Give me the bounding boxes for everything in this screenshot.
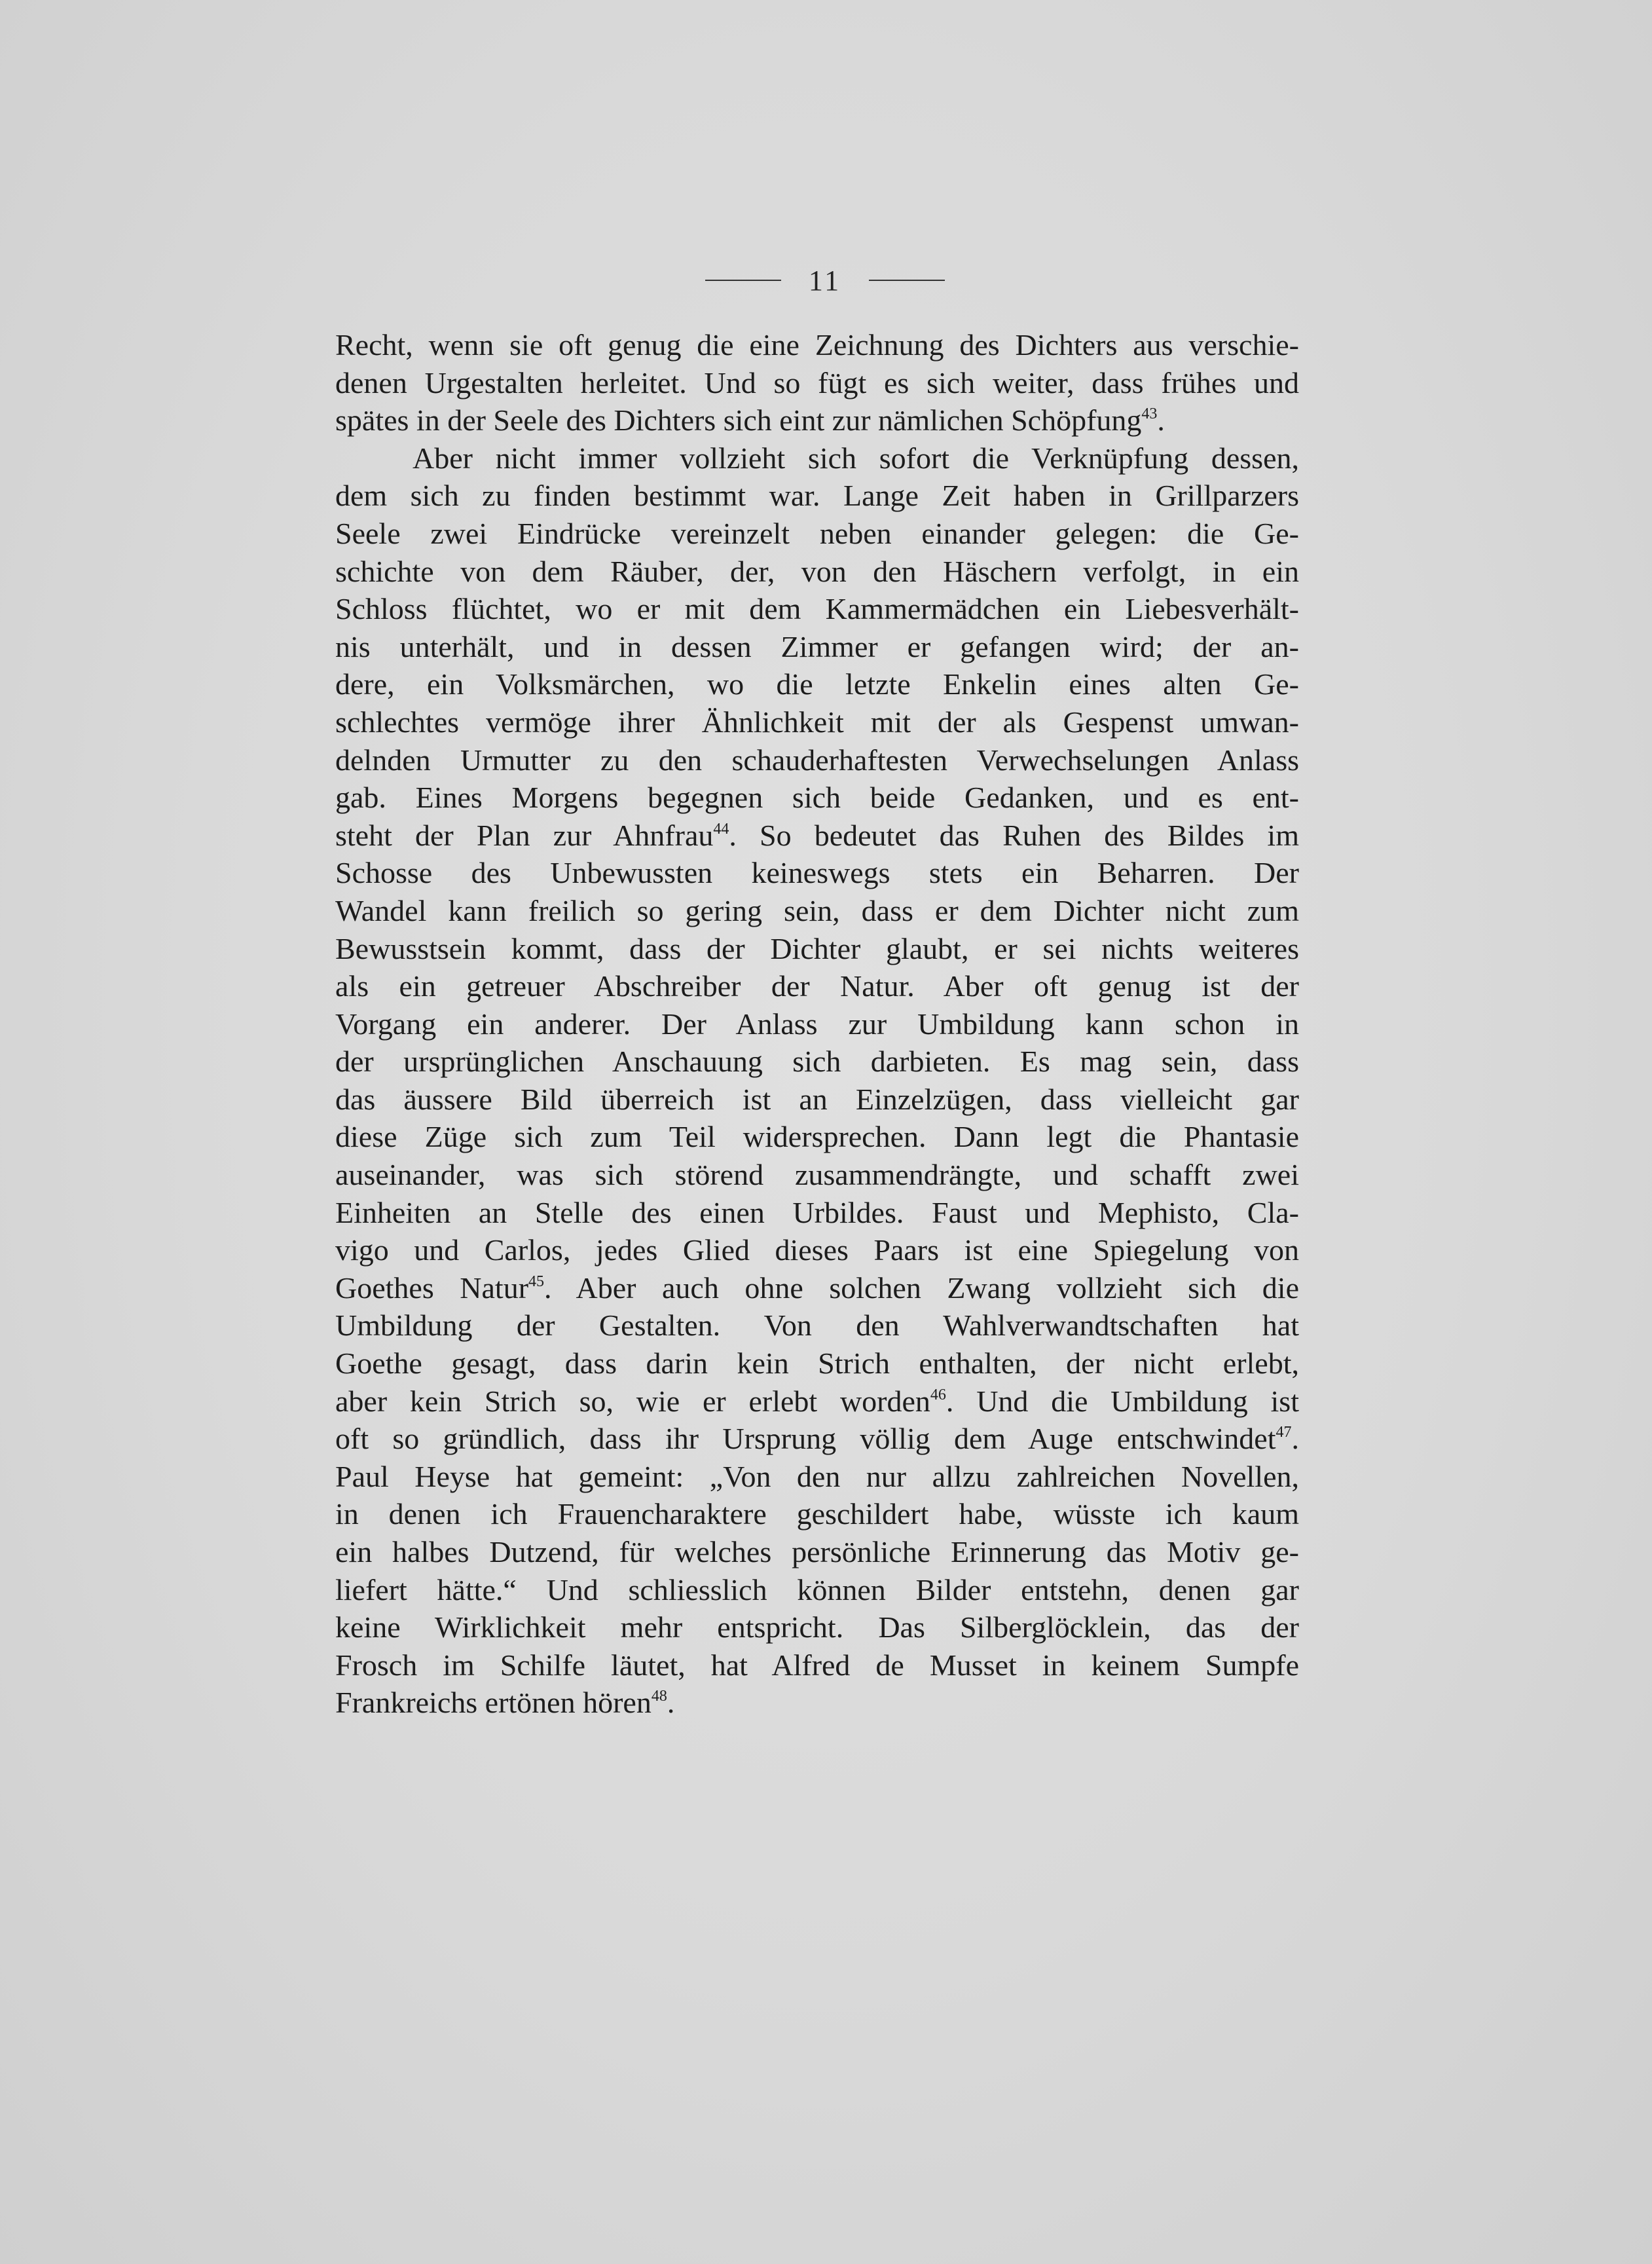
line-text: schlechtes vermöge ihrer Ähnlichkeit mit der als Gespenst umwan- [335, 705, 1299, 739]
line-text: der ursprünglichen Anschauung sich darbieten. Es mag sein, dass [335, 1045, 1299, 1079]
text-line [335, 1118, 1299, 1156]
text-line [335, 1005, 1299, 1043]
text-line [335, 1307, 1299, 1345]
text-line [335, 1684, 1299, 1722]
text-line [335, 1646, 1299, 1684]
page-number: 11 [808, 264, 842, 297]
line-text: Goethes Natur [335, 1271, 529, 1305]
text-line [335, 930, 1299, 968]
header-rule-right [869, 280, 945, 281]
line-text-continued: . [1291, 1422, 1299, 1456]
header-rule-left [705, 280, 781, 281]
line-text-continued: . [1157, 403, 1165, 437]
line-text: dem sich zu finden bestimmt war. Lange Zeit haben in Grillparzers [335, 479, 1299, 513]
line-text: als ein getreuer Abschreiber der Natur. Aber oft genug ist der [335, 969, 1299, 1003]
text-line [335, 1458, 1299, 1496]
text-line [335, 779, 1299, 817]
line-text: spätes in der Seele des Dichters sich eint zur nämlichen Schöpfung [335, 403, 1142, 437]
line-text-continued: . Aber auch ohne solchen Zwang vollzieht sich die [544, 1271, 1299, 1305]
text-line [335, 1081, 1299, 1119]
footnote-marker: 48 [651, 1688, 667, 1705]
text-line [335, 326, 1299, 364]
line-text-continued: . [667, 1686, 675, 1720]
line-text: Goethe gesagt, dass darin kein Strich enthalten, der nicht erlebt, [335, 1346, 1299, 1381]
line-text: delnden Urmutter zu den schauderhaftesten Verwechselungen Anlass [335, 743, 1299, 777]
line-text: Paul Heyse hat gemeint: „Von den nur allzu zahlreichen Novellen, [335, 1459, 1299, 1493]
text-line [335, 1533, 1299, 1571]
line-text: Vorgang ein anderer. Der Anlass zur Umbildung kann schon in [335, 1007, 1299, 1041]
line-text: dere, ein Volksmärchen, wo die letzte Enkelin eines alten Ge- [335, 667, 1299, 701]
line-text: keine Wirklichkeit mehr entspricht. Das Silberglöcklein, das der [335, 1610, 1299, 1644]
line-text: ein halbes Dutzend, für welches persönliche Erinnerung das Motiv ge- [335, 1535, 1299, 1568]
line-text: oft so gründlich, dass ihr Ursprung völlig dem Auge entschwindet [335, 1422, 1276, 1456]
text-line [335, 364, 1299, 402]
line-text: Umbildung der Gestalten. Von den Wahlverwandtschaften hat [335, 1308, 1299, 1343]
line-text: liefert hätte.“ Und schliesslich können Bilder entstehn, denen gar [335, 1572, 1299, 1606]
text-line [335, 1383, 1299, 1420]
text-line [335, 1608, 1299, 1646]
text-line [335, 1571, 1299, 1609]
text-line [335, 439, 1299, 477]
line-text: Einheiten an Stelle des einen Urbildes. Faust und Mephisto, Cla- [335, 1195, 1299, 1229]
text-line [335, 967, 1299, 1005]
text-line [335, 1495, 1299, 1533]
text-line [335, 401, 1299, 439]
line-text: Seele zwei Eindrücke vereinzelt neben einander gelegen: die Ge- [335, 516, 1299, 550]
line-text: Aber nicht immer vollzieht sich sofort die Verknüpfung dessen, [413, 441, 1299, 475]
line-text: Frankreichs ertönen hören [335, 1686, 652, 1720]
line-text: Schosse des Unbewussten keineswegs stets ein Beharren. Der [335, 856, 1299, 890]
line-text: diese Züge sich zum Teil widersprechen. Dann legt die Phantasie [335, 1120, 1299, 1154]
line-text: vigo und Carlos, jedes Glied dieses Paars ist eine Spiegelung von [335, 1233, 1299, 1267]
line-text: denen Urgestalten herleitet. Und so fügt es sich weiter, dass frühes und [335, 365, 1299, 399]
text-line [335, 703, 1299, 741]
line-text: das äussere Bild überreich ist an Einzelzügen, dass vielleicht gar [335, 1082, 1299, 1116]
text-line [335, 477, 1299, 515]
text-line [335, 817, 1299, 855]
text-line [335, 1231, 1299, 1269]
text-line [335, 628, 1299, 666]
text-line [335, 515, 1299, 553]
text-line [335, 892, 1299, 930]
text-line [335, 1269, 1299, 1307]
line-text-continued: . Und die Umbildung ist [945, 1384, 1299, 1418]
text-line [335, 590, 1299, 628]
text-line [335, 1420, 1299, 1458]
line-text: steht der Plan zur Ahnfrau [335, 818, 714, 852]
text-line [335, 741, 1299, 779]
footnote-marker: 43 [1141, 405, 1158, 423]
text-line [335, 553, 1299, 591]
text-line [335, 1043, 1299, 1081]
text-line [335, 665, 1299, 703]
page-header [694, 261, 956, 300]
line-text-continued: . So bedeutet das Ruhen des Bildes im [729, 818, 1299, 852]
text-line [335, 1156, 1299, 1194]
line-text: Frosch im Schilfe läutet, hat Alfred de Musset in keinem Sumpfe [335, 1648, 1299, 1682]
text-line [335, 854, 1299, 892]
line-text: Schloss flüchtet, wo er mit dem Kammermädchen ein Liebesverhält- [335, 592, 1299, 626]
line-text: schichte von dem Räuber, der, von den Häschern verfolgt, in ein [335, 554, 1299, 588]
line-text: Recht, wenn sie oft genug die eine Zeichnung des Dichters aus verschie- [335, 328, 1299, 362]
footnote-marker: 44 [713, 820, 729, 838]
line-text: Wandel kann freilich so gering sein, dass er dem Dichter nicht zum [335, 893, 1299, 927]
footnote-marker: 46 [930, 1386, 946, 1403]
line-text: aber kein Strich so, wie er erlebt worden [335, 1384, 930, 1418]
line-text: nis unterhält, und in dessen Zimmer er gefangen wird; der an- [335, 629, 1299, 663]
line-text: in denen ich Frauencharaktere geschildert habe, wüsste ich kaum [335, 1497, 1299, 1531]
footnote-marker: 47 [1276, 1424, 1292, 1441]
body-text [335, 326, 1299, 1722]
line-text: auseinander, was sich störend zusammendrängte, und schafft zwei [335, 1158, 1299, 1192]
line-text: gab. Eines Morgens begegnen sich beide Gedanken, und es ent- [335, 781, 1299, 815]
footnote-marker: 45 [528, 1272, 545, 1290]
text-line [335, 1345, 1299, 1383]
line-text: Bewusstsein kommt, dass der Dichter glaubt, er sei nichts weiteres [335, 931, 1299, 965]
text-line [335, 1194, 1299, 1232]
